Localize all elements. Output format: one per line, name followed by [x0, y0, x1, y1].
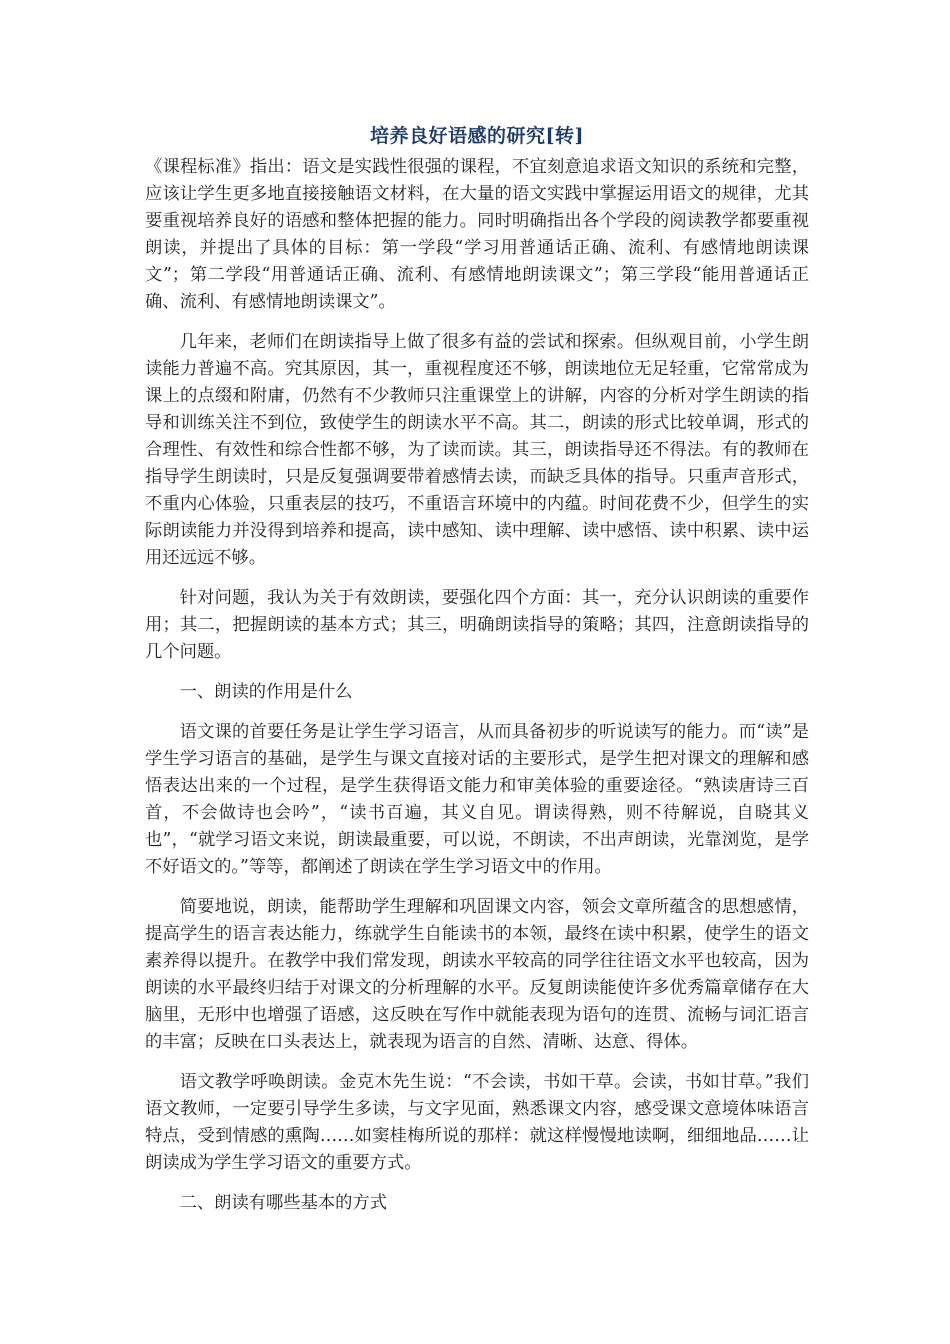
paragraph-role-of-reading: 语文课的首要任务是让学生学习语言，从而具备初步的听说读写的能力。而“读”是学生学习语言的基础，是学生与课文直接对话的主要形式，是学生把对课文的理解和感悟表达出来的一个过程，是学生获得语文能力和审美体验的重要途径。“熟读唐诗三百首，不会做诗也会吟”，“读书百遍，其义自见。谓读得熟，则不待解说，自晓其义也”，“就学习语文来说，朗读最重要，可以说，不朗读，不出声朗读，光靠浏览，是学不好语文的。”等等，都阐述了朗读在学生学习语文中的作用。	[145, 722, 809, 877]
document-title: 培养良好语感的研究[转]	[370, 125, 584, 147]
paragraph-four-aspects: 针对问题，我认为关于有效朗读，要强化四个方面：其一，充分认识朗读的重要作用；其二，把握朗读的基本方式；其三，明确朗读指导的策略；其四，注意朗读指导的几个问题。	[145, 588, 809, 662]
paragraph-benefits: 简要地说，朗读，能帮助学生理解和巩固课文内容，领会文章所蕴含的思想感情，提高学生的语言表达能力，练就学生自能读书的本领，最终在读中积累，使学生的语文素养得以提升。在教学中我们常发现，朗读水平较高的同学往往语文水平也较高，因为朗读的水平最终归结于对课文的分析理解的水平。反复朗读能使许多优秀篇章储存在大脑里，无形中也增强了语感，这反映在写作中就能表现为语句的连贯、流畅与词汇语言的丰富；反映在口头表达上，就表现为语言的自然、清晰、达意、得体。	[145, 897, 809, 1052]
section-heading-2: 二、朗读有哪些基本的方式	[179, 1193, 387, 1213]
paragraph-curriculum-standard: 《课程标准》指出：语文是实践性很强的课程，不宜刻意追求语文知识的系统和完整，应该让学生更多地直接接触语文材料，在大量的语文实践中掌握运用语文的规律，尤其要重视培养良好的语感和整体把握的能力。同时明确指出各个学段的阅读教学都要重视朗读，并提出了具体的目标：第一学段“学习用普通话正确、流利、有感情地朗读课文”；第二学段“用普通话正确、流利、有感情地朗读课文”；第三学段“能用普通话正确、流利、有感情地朗读课文”。	[145, 157, 809, 312]
document-page	[145, 122, 809, 1230]
paragraph-call-for-reading: 语文教学呼唤朗读。金克木先生说：“不会读，书如干草。会读，书如甘草。”我们语文教师，一定要引导学生多读，与文字见面，熟悉课文内容，感受课文意境体味语言特点，受到情感的熏陶……如窦桂梅所说的那样：就这样慢慢地读啊，细细地品……让朗读成为学生学习语文的重要方式。	[145, 1072, 809, 1173]
section-heading-1: 一、朗读的作用是什么	[179, 682, 353, 702]
paragraph-current-problems: 几年来，老师们在朗读指导上做了很多有益的尝试和探索。但纵观目前，小学生朗读能力普遍不高。究其原因，其一，重视程度还不够，朗读地位无足轻重，它常常成为课上的点缀和附庸，仍然有不少教师只注重课堂上的讲解，内容的分析对学生朗读的指导和训练关注不到位，致使学生的朗读水平不高。其二，朗读的形式比较单调，形式的合理性、有效性和综合性都不够，为了读而读。其三，朗读指导还不得法。有的教师在指导学生朗读时，只是反复强调要带着感情去读，而缺乏具体的指导。只重声音形式，不重内心体验，只重表层的技巧，不重语言环境中的内蕴。时间花费不少，但学生的实际朗读能力并没得到培养和提高，读中感知、读中理解、读中感悟、读中积累、读中运用还远远不够。	[145, 332, 809, 568]
